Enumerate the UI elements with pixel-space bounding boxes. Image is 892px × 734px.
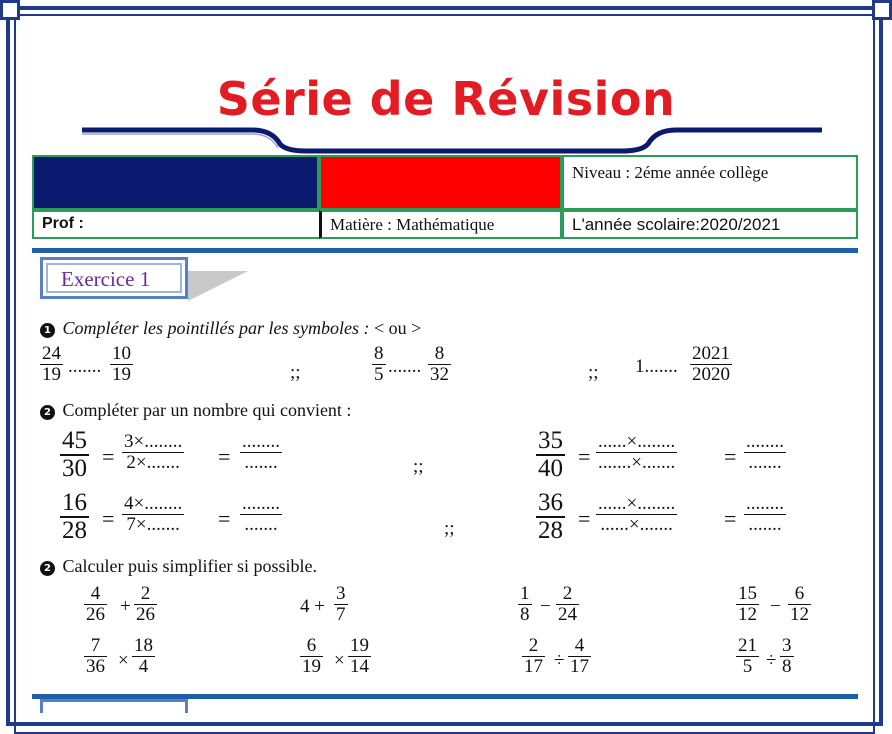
fraction	[536, 490, 565, 544]
fraction	[744, 432, 786, 473]
fraction	[556, 584, 579, 625]
denominator: ......×.......	[600, 514, 673, 536]
numerator: 16	[62, 489, 87, 516]
page-title: Série de Révision	[216, 72, 676, 126]
fraction	[134, 584, 157, 625]
denominator: .......	[748, 452, 782, 474]
fraction	[300, 636, 323, 677]
fraction	[596, 494, 677, 535]
separator: ;;	[444, 518, 455, 539]
question-2	[40, 400, 351, 421]
numerator: 15	[738, 583, 757, 604]
numerator: 24	[42, 343, 61, 364]
fraction	[690, 344, 732, 385]
denominator: .......	[244, 452, 278, 474]
fraction	[122, 432, 184, 473]
niveau-cell: Niveau : 2éme année collège	[562, 155, 858, 210]
question-1-symbols: < ou >	[373, 318, 422, 338]
numerator: ........	[242, 431, 280, 452]
numerator: 1	[520, 583, 530, 604]
denominator: 28	[538, 516, 563, 544]
denominator: 19	[302, 656, 321, 678]
denominator: 26	[86, 604, 105, 626]
header-blue-cell	[32, 155, 319, 210]
numerator: 4	[574, 635, 585, 656]
fraction	[84, 584, 107, 625]
question-2-text: Compléter par un nombre qui convient :	[62, 400, 352, 420]
numerator: 2021	[692, 343, 730, 364]
denominator: 7	[336, 604, 346, 626]
denominator: 17	[570, 656, 589, 678]
frame-corner-top-left	[0, 0, 20, 20]
numerator: 4	[90, 583, 101, 604]
exercise-label-shadow	[188, 271, 248, 301]
equals-sign: =	[578, 506, 591, 531]
title-underline-swoosh	[82, 118, 822, 154]
question-2-bullet: 2	[40, 405, 55, 420]
denominator: 8	[520, 604, 530, 626]
denominator: 32	[430, 364, 449, 386]
operator: −	[540, 596, 551, 617]
numerator: ........	[242, 493, 280, 514]
numerator: 10	[112, 343, 131, 364]
denominator: 7×.......	[126, 514, 180, 536]
fraction	[536, 428, 565, 482]
separator: ;;	[290, 362, 301, 383]
operator: −	[770, 596, 781, 617]
fraction	[60, 428, 89, 482]
fraction	[736, 636, 759, 677]
equals-sign: =	[218, 444, 231, 469]
denominator: 5	[742, 656, 753, 678]
fraction	[568, 636, 591, 677]
numerator: 4×........	[124, 493, 183, 514]
fraction	[334, 584, 348, 625]
fraction	[348, 636, 371, 677]
question-1	[40, 318, 421, 339]
frame-corner-top-right	[872, 0, 892, 20]
whole-number-plus: 4 +	[300, 596, 325, 617]
operator: ÷	[766, 650, 777, 671]
equals-sign: =	[578, 444, 591, 469]
fraction	[372, 344, 386, 385]
numerator: 7	[90, 635, 101, 656]
denominator: 4	[138, 656, 149, 678]
fraction	[122, 494, 184, 535]
dots: .......	[68, 356, 102, 377]
fraction	[110, 344, 133, 385]
numerator: 45	[62, 427, 87, 454]
operator: ÷	[554, 650, 565, 671]
denominator: 28	[62, 516, 87, 544]
denominator: .......×.......	[598, 452, 676, 474]
fraction	[132, 636, 155, 677]
exercise-2-label-partial	[40, 699, 188, 713]
denominator: 24	[558, 604, 577, 626]
equals-sign: =	[724, 444, 737, 469]
header-table	[32, 155, 858, 239]
numerator: 2	[562, 583, 573, 604]
numerator: 2	[140, 583, 151, 604]
denominator: 12	[738, 604, 757, 626]
denominator: 5	[374, 364, 384, 386]
numerator: 21	[738, 635, 757, 656]
fraction	[240, 494, 282, 535]
numerator: 35	[538, 427, 563, 454]
numerator: 8	[374, 343, 384, 364]
operator: +	[120, 596, 131, 617]
numerator: ........	[746, 431, 784, 452]
operator: ×	[118, 650, 129, 671]
fraction	[788, 584, 811, 625]
equals-sign: =	[218, 506, 231, 531]
numerator: 19	[350, 635, 369, 656]
operator: ×	[334, 650, 345, 671]
fraction	[780, 636, 794, 677]
dots: .......	[388, 356, 422, 377]
question-3	[40, 556, 317, 577]
header-red-cell	[319, 155, 562, 210]
fraction	[240, 432, 282, 473]
denominator: .......	[748, 514, 782, 536]
equals-sign: =	[102, 506, 115, 531]
fraction	[522, 636, 545, 677]
denominator: 19	[112, 364, 131, 386]
annee-cell: L'année scolaire:2020/2021	[562, 210, 858, 239]
numerator: 3×........	[124, 431, 183, 452]
numerator: 3	[336, 583, 346, 604]
fraction	[428, 344, 451, 385]
fraction	[518, 584, 532, 625]
section-band-top	[32, 248, 858, 253]
denominator: 40	[538, 454, 563, 482]
denominator: 12	[790, 604, 809, 626]
denominator: 19	[42, 364, 61, 386]
fraction	[60, 490, 89, 544]
numerator: 36	[538, 489, 563, 516]
equals-sign: =	[724, 506, 737, 531]
prof-cell: Prof :	[32, 210, 319, 239]
denominator: .......	[244, 514, 278, 536]
numerator: 2	[528, 635, 539, 656]
fraction	[736, 584, 759, 625]
fraction	[744, 494, 786, 535]
fraction	[596, 432, 677, 473]
question-1-text: Compléter les pointillés par les symboles :	[62, 318, 370, 338]
matiere-cell: Matière : Mathématique	[319, 210, 562, 239]
numerator: ........	[746, 493, 784, 514]
denominator: 14	[350, 656, 369, 678]
one-dots: 1.......	[635, 356, 678, 377]
denominator: 2×.......	[126, 452, 180, 474]
numerator: ......×........	[598, 493, 676, 514]
question-1-bullet: 1	[40, 323, 55, 338]
numerator: 6	[306, 635, 317, 656]
exercise-1-label: Exercice 1	[40, 257, 188, 299]
denominator: 17	[524, 656, 543, 678]
denominator: 2020	[692, 364, 730, 386]
fraction	[40, 344, 63, 385]
numerator: ......×........	[598, 431, 676, 452]
question-3-bullet: 2	[40, 561, 55, 576]
denominator: 36	[86, 656, 105, 678]
numerator: 18	[134, 635, 153, 656]
separator: ;;	[413, 456, 424, 477]
fraction	[84, 636, 107, 677]
numerator: 8	[434, 343, 445, 364]
denominator: 26	[136, 604, 155, 626]
separator: ;;	[588, 362, 599, 383]
numerator: 3	[782, 635, 792, 656]
denominator: 8	[782, 656, 792, 678]
equals-sign: =	[102, 444, 115, 469]
numerator: 6	[794, 583, 805, 604]
question-3-text: Calculer puis simplifier si possible.	[62, 556, 317, 576]
denominator: 30	[62, 454, 87, 482]
